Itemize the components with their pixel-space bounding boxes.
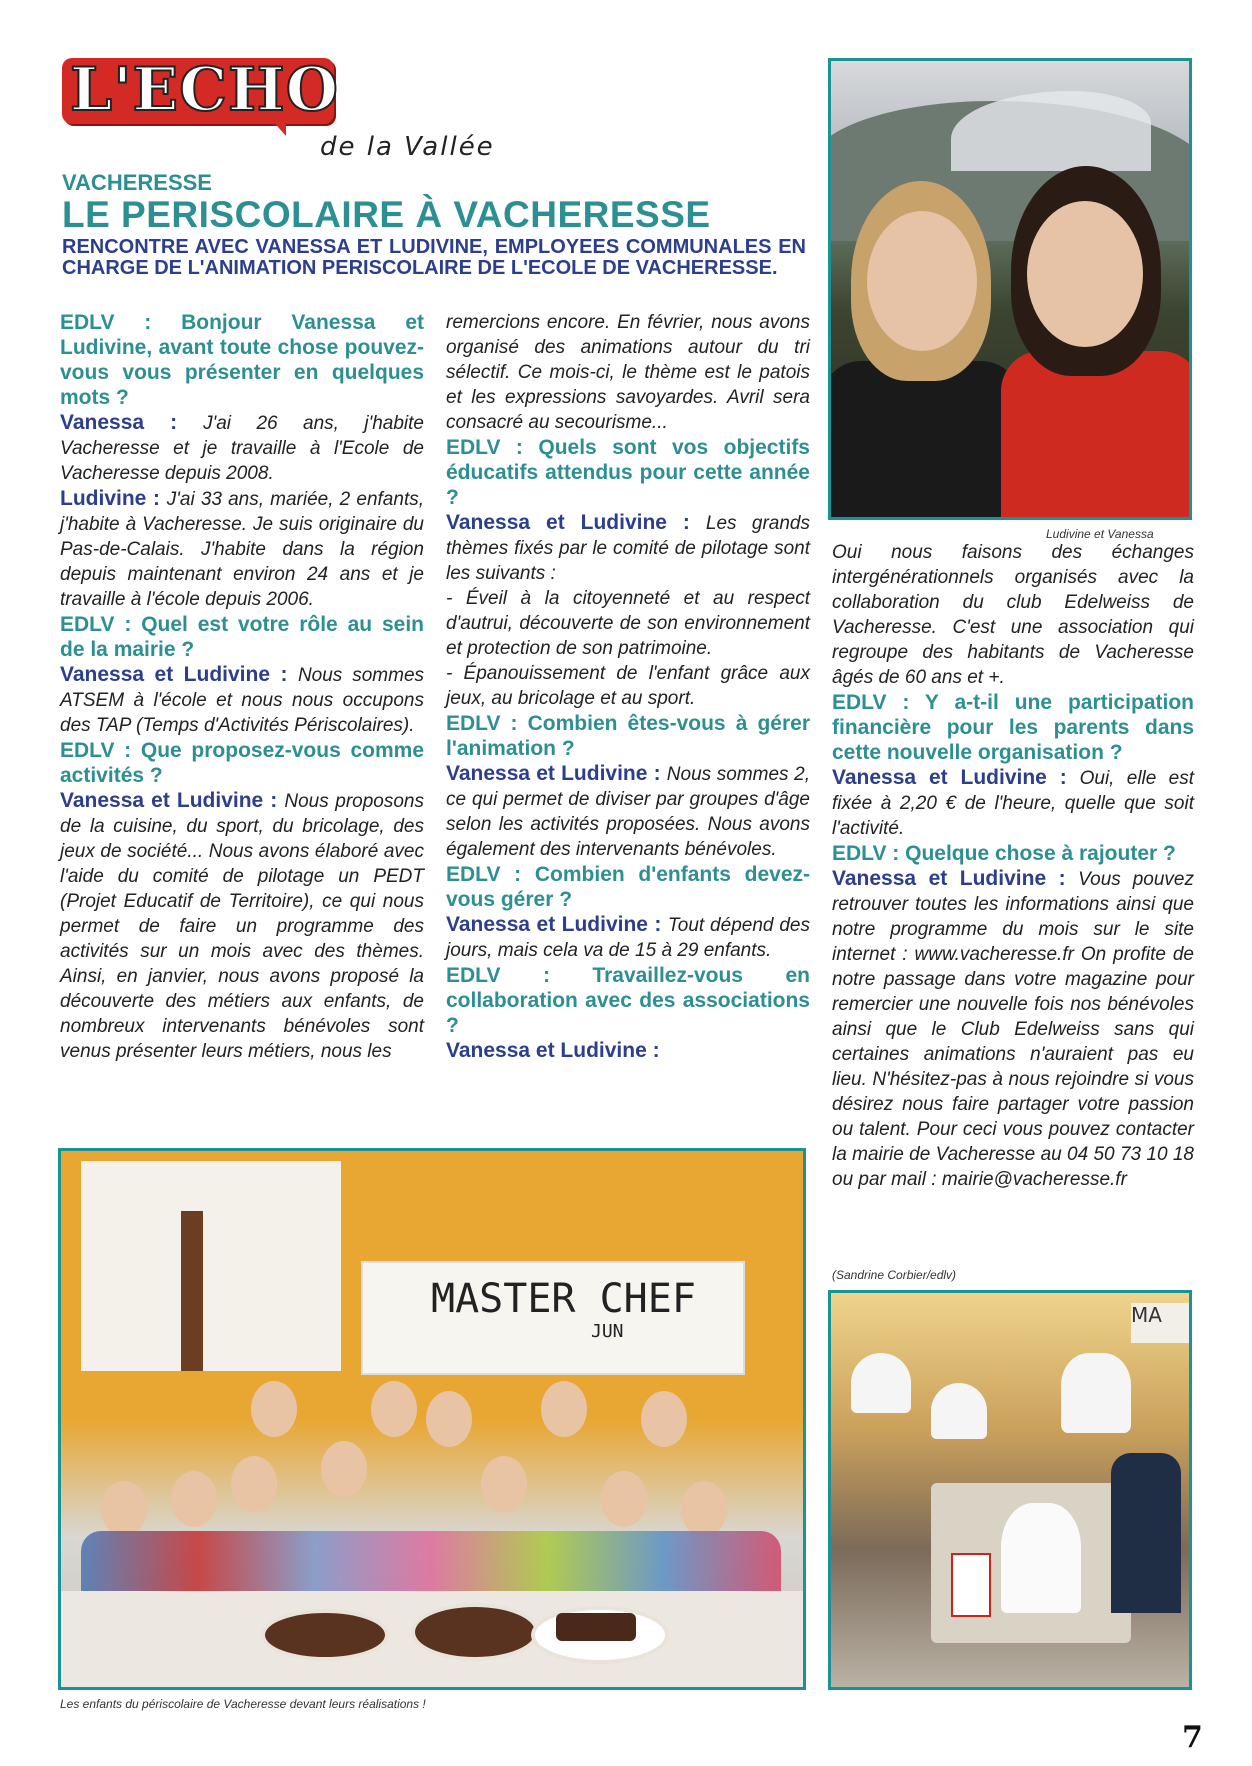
article-title: LE PERISCOLAIRE À VACHERESSE bbox=[62, 194, 711, 235]
logo-word: L'ECHO bbox=[70, 55, 339, 125]
answer-text: remercions encore. En février, nous avons organisé des animations autour du tri sélectif. Ce mois-ci, le thème est le patois et les expressions savoyardes. Avril sera consacré au secourisme... bbox=[446, 312, 810, 433]
tree-drawing bbox=[81, 1161, 341, 1371]
article-column-2 bbox=[446, 310, 810, 1064]
milk-carton bbox=[951, 1553, 991, 1617]
answer-text: J'ai 33 ans, mariée, 2 enfants, j'habite à Vacheresse. Je suis originaire du Pas-de-Calais. J'habite dans la région depuis maintenant environ 24 ans et je travaille à l'école depuis 2006. bbox=[60, 489, 424, 610]
photo-caption: Ludivine et Vanessa bbox=[1046, 527, 1154, 541]
logo-subtitle: de la Vallée bbox=[320, 132, 495, 162]
photo-ludivine-vanessa bbox=[828, 58, 1192, 520]
answer-text: Nous sommes ATSEM à l'école et nous nous occupons des TAP (Temps d'Activités Périscolaires). bbox=[60, 665, 425, 736]
speaker: Vanessa et Ludivine : bbox=[446, 1039, 660, 1062]
speaker: Vanessa et Ludivine : bbox=[832, 766, 1080, 789]
answer-text: Nous proposons de la cuisine, du sport, du bricolage, des jeux de société... Nous avons élaboré avec l'aide du comité de pilotage un PEDT (Projet Educatif de Territoire), ce qui nous permet de faire un programme des activités sur un mois avec des thèmes. Ainsi, en janvier, nous avons proposé la découverte des métiers aux enfants, de nombreux intervenants bénévoles sont venus présenter leurs métiers, nous les bbox=[60, 791, 424, 1062]
child-face bbox=[251, 1381, 297, 1437]
bullet-item: - Éveil à la citoyenneté et au respect d'autrui, découverte de son environnement et protection de son patrimoine. bbox=[446, 588, 810, 659]
child-face bbox=[321, 1441, 367, 1497]
child-face bbox=[426, 1391, 472, 1447]
child-face bbox=[641, 1391, 687, 1447]
banner-text: MASTER CHEF bbox=[431, 1276, 696, 1322]
child-face bbox=[481, 1456, 527, 1512]
child-face bbox=[101, 1481, 147, 1537]
answer bbox=[60, 410, 424, 486]
speaker: Vanessa et Ludivine : bbox=[446, 913, 668, 936]
speaker: Ludivine : bbox=[60, 487, 167, 510]
speaker: Vanessa et Ludivine : bbox=[446, 762, 667, 785]
answer-text: Oui nous faisons des échanges intergénérationnels organisés avec la collaboration du club Edelweiss de Vacheresse. C'est une association qui regroupe des habitants de Vacheresse âgés de 60 ans et +. bbox=[832, 542, 1194, 688]
photo-kids-cooking bbox=[828, 1290, 1192, 1690]
child-face bbox=[231, 1456, 277, 1512]
question: EDLV : Quel est votre rôle au sein de la mairie ? bbox=[60, 613, 424, 661]
article-column-3 bbox=[832, 540, 1194, 1192]
chef-hat bbox=[931, 1383, 987, 1439]
cake bbox=[556, 1613, 636, 1641]
child-face bbox=[681, 1481, 727, 1537]
answer bbox=[446, 510, 810, 586]
answer bbox=[60, 486, 424, 612]
photo-caption: Les enfants du périscolaire de Vacheresse devant leurs réalisations ! bbox=[60, 1697, 426, 1711]
child-face bbox=[541, 1381, 587, 1437]
child-apron bbox=[1111, 1453, 1181, 1613]
article-column-1 bbox=[60, 310, 424, 1064]
chef-hat bbox=[1001, 1503, 1081, 1613]
answer bbox=[832, 765, 1194, 841]
chef-hat bbox=[1061, 1353, 1131, 1433]
tree-trunk bbox=[181, 1211, 203, 1371]
question: EDLV : Bonjour Vanessa et Ludivine, avant toute chose pouvez-vous vous présenter en quelques mots ? bbox=[60, 311, 424, 409]
chef-hat bbox=[851, 1353, 911, 1413]
answer bbox=[446, 912, 810, 963]
question: EDLV : Combien d'enfants devez-vous gérer ? bbox=[446, 863, 810, 911]
author-signature: (Sandrine Corbier/edlv) bbox=[832, 1268, 957, 1282]
speaker: Vanessa et Ludivine : bbox=[446, 511, 706, 534]
red-jacket bbox=[1001, 351, 1192, 520]
speaker: Vanessa : bbox=[60, 411, 204, 434]
cake bbox=[261, 1609, 389, 1661]
speaker: Vanessa et Ludivine : bbox=[60, 663, 298, 686]
banner-fragment: MA bbox=[1131, 1303, 1191, 1343]
answer-text: Vous pouvez retrouver toutes les informations ainsi que notre programme du mois sur le site internet : www.vacheresse.fr On profite de notre passage dans votre magazine pour remercier une nouvelle fois nos bénévoles ainsi que le Club Edelweiss sans qui certaines animations n'auraient pas eu lieu. N'hésitez-pas à nous rejoindre si vous désirez nous faire partager votre passion ou talent. Pour ceci vous pouvez contacter la mairie de Vacheresse au 04 50 73 10 18 ou par mail : mairie@vacheresse.fr bbox=[832, 869, 1194, 1190]
cake bbox=[411, 1603, 539, 1661]
question: EDLV : Que proposez-vous comme activités ? bbox=[60, 739, 424, 787]
answer-text: Tout dépend des jours, mais cela va de 15 à 29 enfants. bbox=[446, 915, 810, 961]
question: EDLV : Quels sont vos objectifs éducatifs attendus pour cette année ? bbox=[446, 436, 810, 509]
page-number: 7 bbox=[1182, 1720, 1203, 1755]
child-face bbox=[601, 1471, 647, 1527]
question: EDLV : Quelque chose à rajouter ? bbox=[832, 842, 1176, 865]
answer bbox=[60, 788, 424, 1064]
black-jacket bbox=[828, 361, 1021, 520]
face bbox=[867, 211, 977, 351]
answer bbox=[60, 662, 424, 738]
answer-text: Nous sommes 2, ce qui permet de diviser par groupes d'âge selon les activités proposées. Nous avons également des intervenants bénévoles. bbox=[446, 764, 811, 860]
banner-subtext: JUN bbox=[591, 1321, 624, 1342]
answer-text: Oui, elle est fixée à 2,20 € de l'heure, quelle que soit l'activité. bbox=[832, 768, 1195, 839]
face bbox=[1027, 201, 1143, 347]
photo-children-masterchef bbox=[58, 1148, 806, 1690]
bullet-item: - Épanouissement de l'enfant grâce aux jeux, au bricolage et au sport. bbox=[446, 663, 810, 709]
question: EDLV : Travaillez-vous en collaboration avec des associations ? bbox=[446, 964, 810, 1037]
answer bbox=[832, 866, 1194, 1192]
child-face bbox=[171, 1471, 217, 1527]
answer bbox=[446, 1038, 810, 1064]
answer-text: Les grands thèmes fixés par le comité de pilotage sont les suivants : bbox=[446, 513, 810, 584]
child-face bbox=[371, 1381, 417, 1437]
speaker: Vanessa et Ludivine : bbox=[832, 867, 1079, 890]
question: EDLV : Y a-t-il une participation financière pour les parents dans cette nouvelle organisation ? bbox=[832, 691, 1194, 764]
speaker: Vanessa et Ludivine : bbox=[60, 789, 285, 812]
question: EDLV : Combien êtes-vous à gérer l'animation ? bbox=[446, 712, 810, 760]
answer-text: J'ai 26 ans, j'habite Vacheresse et je travaille à l'Ecole de Vacheresse depuis 2008. bbox=[60, 413, 424, 484]
section-kicker: VACHERESSE bbox=[62, 170, 212, 195]
article-subtitle: RENCONTRE AVEC VANESSA ET LUDIVINE, EMPLOYEES COMMUNALES EN CHARGE DE L'ANIMATION PERISCOLAIRE DE L'ECOLE DE VACHERESSE. bbox=[62, 236, 806, 279]
answer bbox=[446, 761, 810, 862]
